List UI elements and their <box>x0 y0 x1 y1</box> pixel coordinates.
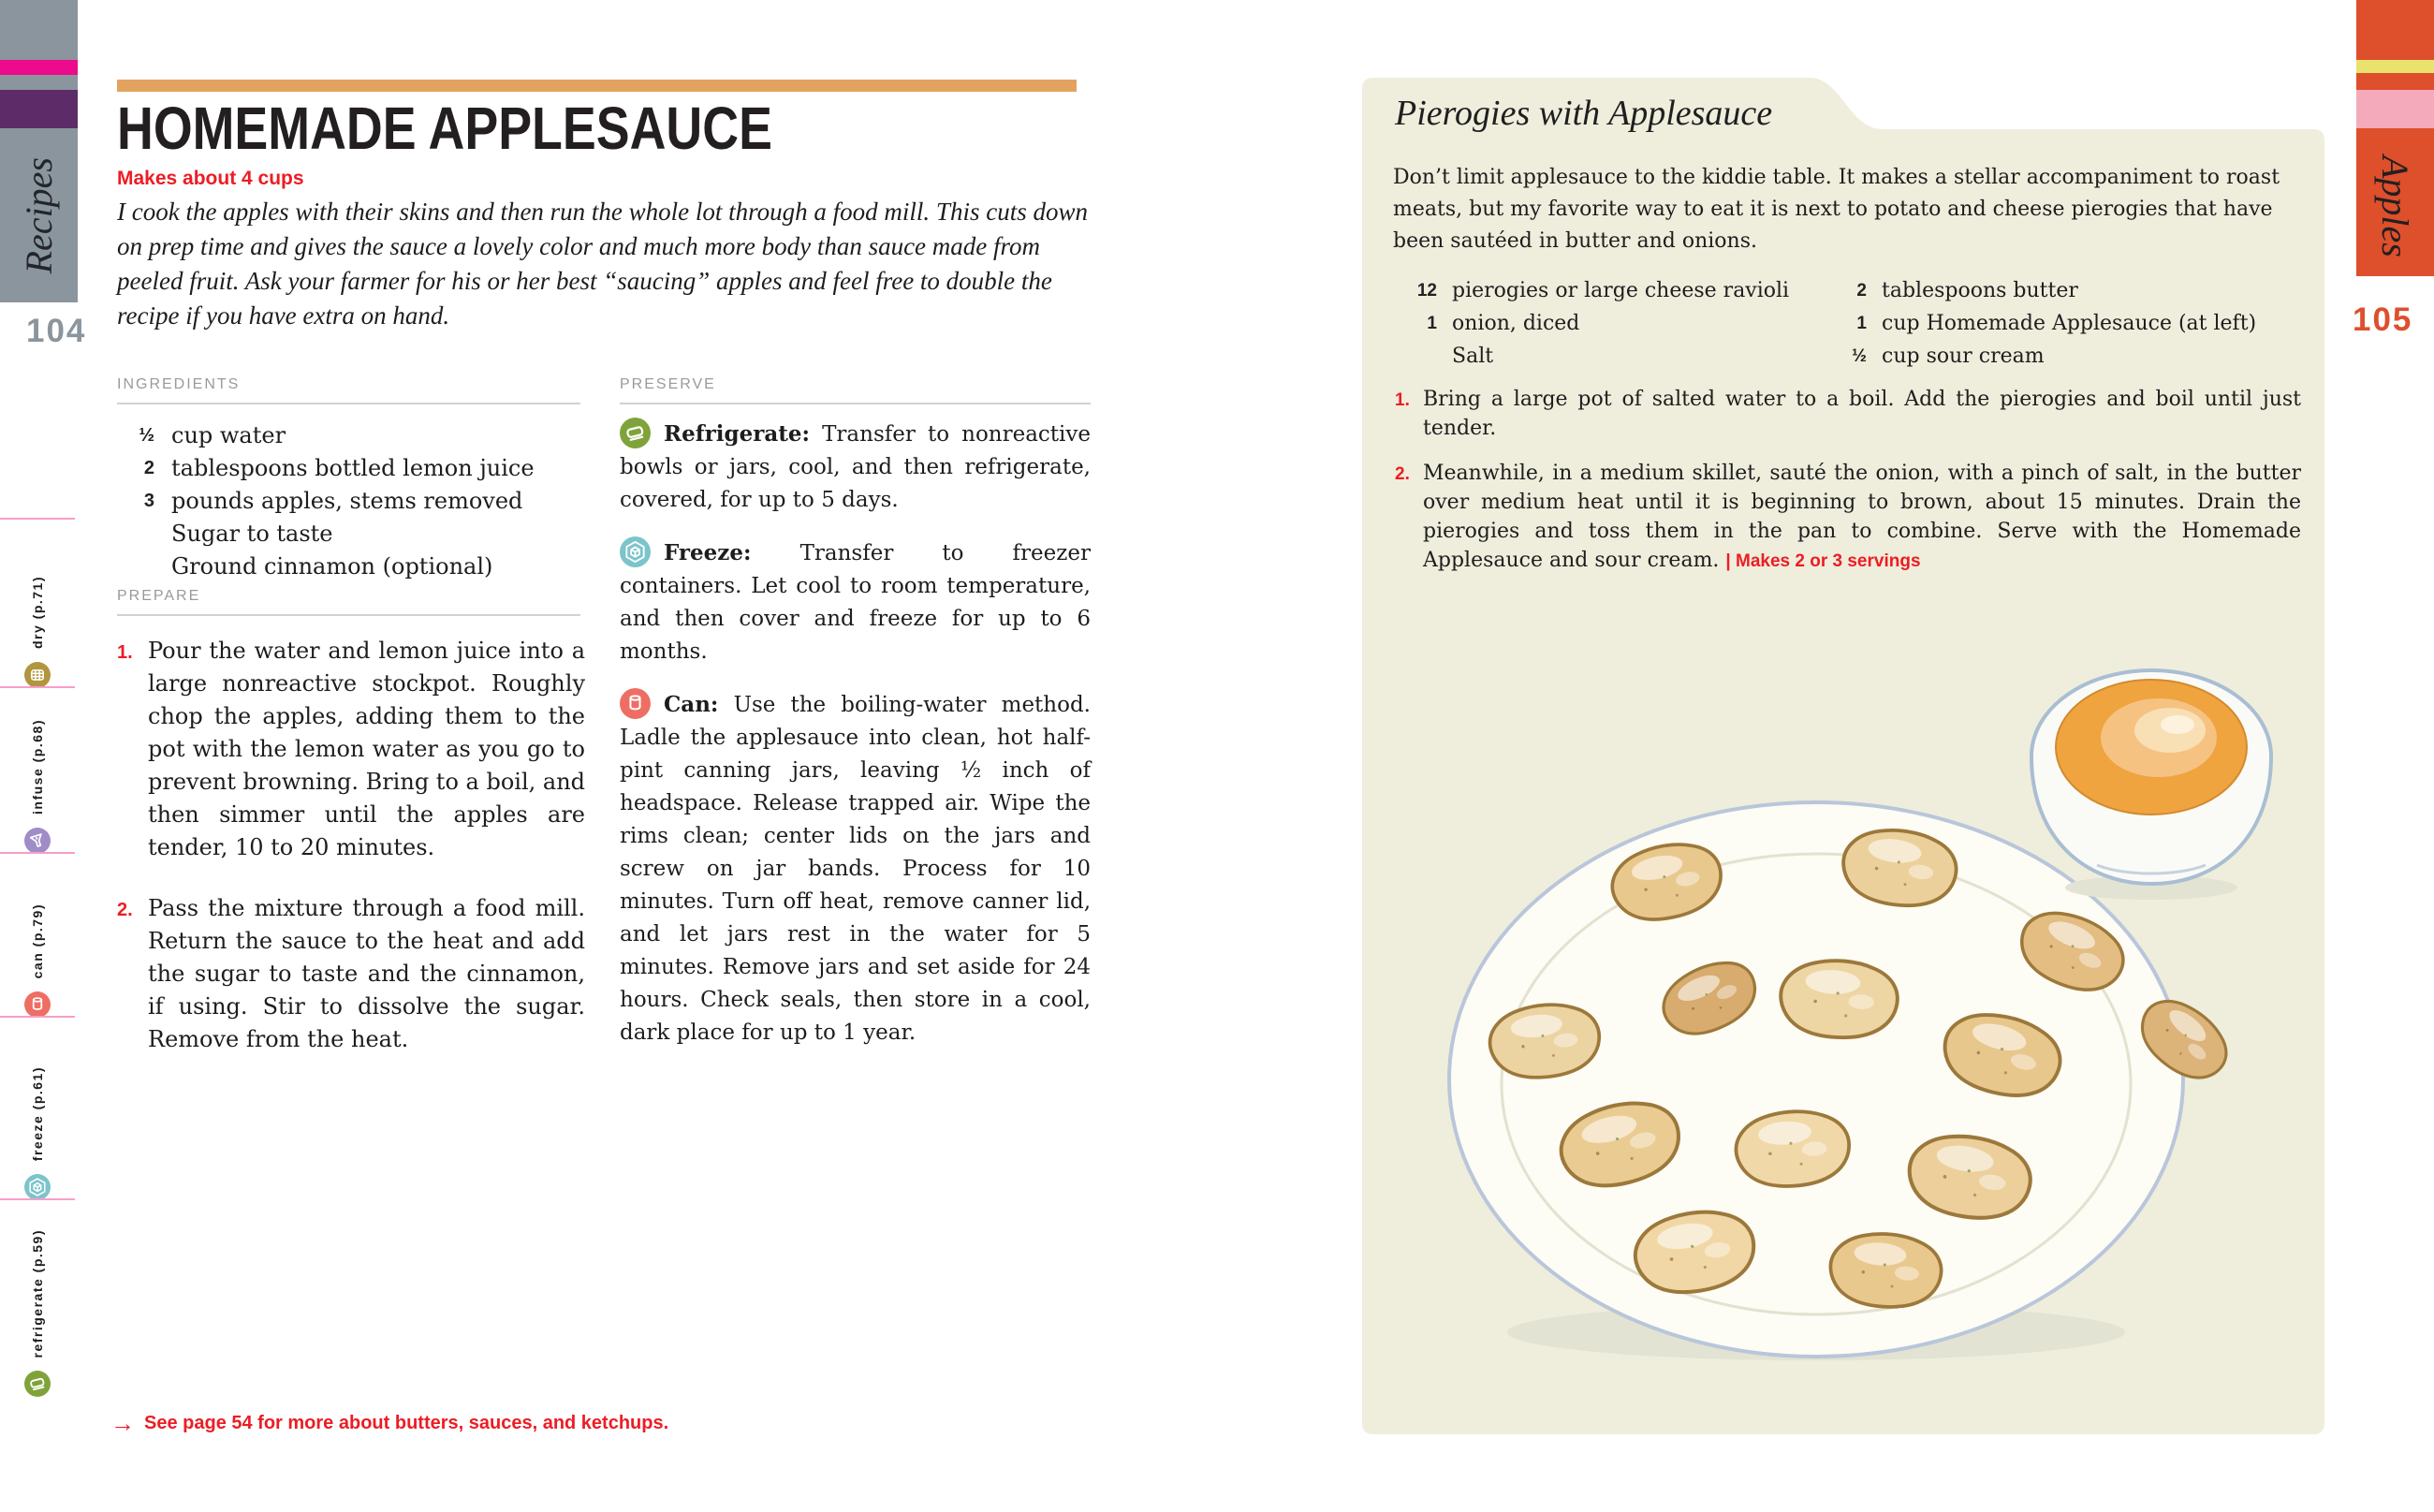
rail-tab-infuse <box>0 686 75 873</box>
step-number: 2. <box>117 900 133 920</box>
ingredient-row <box>1835 274 2256 307</box>
method-label: Can: <box>664 692 719 717</box>
preserve-methods <box>620 418 1091 1069</box>
ingredient-qty: ½ <box>139 425 154 446</box>
ingredient-item: cup water <box>171 422 286 448</box>
preserve-heading: PRESERVE <box>620 376 716 392</box>
ingredients-list <box>117 419 580 583</box>
rail-tab-freeze <box>0 1016 75 1221</box>
ingredient-row <box>1401 307 1789 340</box>
servings-note: | Makes 2 or 3 servings <box>1725 551 1921 571</box>
yellow-stripe <box>2356 60 2434 73</box>
preserve-freeze <box>620 536 1091 668</box>
step-text: Pass the mixture through a food mill. Return the sauce to the heat and add the sugar to taste and the cinnamon, if using. Stir to dissolve the sugar. Remove from the heat. <box>148 895 585 1052</box>
ingredient-item: cup sour cream <box>1882 345 2045 368</box>
magenta-stripe <box>0 60 78 75</box>
preserve-refrigerate <box>620 418 1091 517</box>
refrigerate-icon <box>620 418 651 448</box>
ingredient-row <box>117 550 580 583</box>
rail-tab-label: refrigerate (p.59) <box>30 1228 45 1358</box>
rail-tab-can <box>0 852 75 1035</box>
ingredient-item: onion, diced <box>1452 312 1580 335</box>
side-ingredients-col1 <box>1401 274 1789 373</box>
ingredient-row <box>117 518 580 550</box>
ingredient-row <box>1401 340 1789 373</box>
section-label-recipes: Recipes <box>18 156 60 274</box>
ingredient-qty: 2 <box>1856 281 1867 301</box>
step-text: Bring a large pot of salted water to a boil. Add the pierogies and boil until just tender. <box>1423 388 2301 440</box>
ingredient-qty: 1 <box>1427 314 1437 333</box>
left-section-tab <box>0 0 78 302</box>
rail-tab-label: infuse (p.68) <box>30 719 45 815</box>
divider <box>620 403 1091 404</box>
ingredient-qty: 3 <box>143 491 154 511</box>
freeze-icon <box>620 536 651 567</box>
side-recipe-steps <box>1395 385 2301 576</box>
step-text: Meanwhile, in a medium skillet, sauté the onion, with a pinch of salt, in the butter over medium heat until it is beginning to brown, about 15 minutes. Drain the pierogies and toss them in the pan to combine. Serve with the Homemade Applesauce and sour cream. <box>1423 462 2301 572</box>
ingredient-qty: ½ <box>1852 346 1867 366</box>
prepare-steps <box>117 635 585 1056</box>
ingredient-qty: 12 <box>1416 281 1437 301</box>
step-number: 2. <box>1395 464 1410 484</box>
freeze-icon <box>24 1174 51 1200</box>
method-text: Transfer to freezer containers. Let cool to room temperature, and then cover and freeze for up to 6 months. <box>620 541 1092 664</box>
section-label-apples: Apples <box>2374 154 2416 257</box>
ingredient-row <box>117 419 580 452</box>
rail-tab-label: can (p.79) <box>30 903 45 978</box>
applesauce-bowl <box>2031 670 2271 900</box>
ingredient-item: Sugar to taste <box>171 521 333 547</box>
ingredient-item: cup Homemade Applesauce (at left) <box>1882 312 2257 335</box>
ingredient-item: Salt <box>1452 345 1494 368</box>
ingredient-qty: 1 <box>1856 314 1867 333</box>
can-icon <box>620 688 651 719</box>
cross-reference-text: See page 54 for more about butters, sauces, and ketchups. <box>144 1413 669 1433</box>
arrow-icon: → <box>110 1409 135 1437</box>
divider <box>117 614 580 616</box>
ingredient-item: Ground cinnamon (optional) <box>171 553 493 580</box>
prepare-step <box>117 892 585 1056</box>
ingredient-row <box>1835 307 2256 340</box>
can-icon <box>24 991 51 1018</box>
side-recipe-box <box>1362 78 2324 1434</box>
ingredient-item: tablespoons bottled lemon juice <box>171 455 535 481</box>
infuse-icon <box>24 828 51 854</box>
method-text: Use the boiling-water method. Ladle the applesauce into clean, hot half-pint canning jars, leaving ½ inch of headspace. Release trapped air. Wipe the rims clean; center lids on the jars and screw on jar bands. Process for 10 minutes. Turn off heat, remove canner lid, and let jars rest in the water for 5 minutes. Remove jars and set aside for 24 hours. Check seals, then store in a cool, dark place for up to 1 year. <box>620 693 1091 1045</box>
page-number-right: 105 <box>2353 301 2413 338</box>
pink-stripe <box>2356 90 2434 128</box>
method-text: Transfer to nonreactive bowls or jars, cool, and then refrigerate, covered, for up to 5 days. <box>620 422 1092 512</box>
ingredient-item: pounds apples, stems removed <box>171 488 523 514</box>
purple-stripe <box>0 90 78 128</box>
ingredient-item: pierogies or large cheese ravioli <box>1452 279 1790 302</box>
ingredient-qty <box>117 518 154 550</box>
recipe-intro: I cook the apples with their skins and then run the whole lot through a food mill. This cuts down on prep time and gives the sauce a lovely color and much more body than sauce made from peeled fruit. Ask your farmer for his or her best “saucing” apples and feel free to double the recipe if you have extra on hand. <box>117 198 1088 330</box>
rail-tab-label: dry (p.71) <box>30 575 45 649</box>
ingredient-row <box>117 485 580 518</box>
step-number: 1. <box>1395 390 1410 410</box>
right-section-tab <box>2356 0 2434 276</box>
divider <box>117 403 580 404</box>
rail-tab-refrigerate <box>0 1198 75 1404</box>
rail-tab-dry <box>0 518 75 711</box>
step-number: 1. <box>117 642 133 663</box>
ingredient-row <box>1401 274 1789 307</box>
rail-tab-label: freeze (p.61) <box>30 1065 45 1161</box>
ingredient-qty <box>117 550 154 583</box>
pierogies-illustration <box>1395 602 2294 1407</box>
side-step <box>1395 459 2301 576</box>
step-text: Pour the water and lemon juice into a large nonreactive stockpot. Roughly chop the apples, adding them to the pot with the lemon water as you go to prevent browning. Bring to a boil, and then simmer until the apples are tender, 10 to 20 minutes. <box>148 638 586 860</box>
title-accent-bar <box>117 80 1077 92</box>
recipe-yield: Makes about 4 cups <box>117 168 304 189</box>
preserve-can <box>620 688 1091 1050</box>
side-step <box>1395 385 2301 443</box>
ingredient-qty <box>1401 340 1437 373</box>
ingredient-row <box>1835 340 2256 373</box>
ingredient-row <box>117 452 580 485</box>
side-recipe-title: Pierogies with Applesauce <box>1395 94 1773 133</box>
prepare-step <box>117 635 585 864</box>
side-ingredients-col2 <box>1835 274 2256 373</box>
recipe-title: HOMEMADE APPLESAUCE <box>117 95 772 162</box>
side-recipe-intro: Don’t limit applesauce to the kiddie table. It makes a stellar accompaniment to roast meats, but my favorite way to eat it is next to potato and cheese pierogies that have been sautéed in butter and onions. <box>1393 166 2280 253</box>
prepare-heading: PREPARE <box>117 588 201 604</box>
page-number-left: 104 <box>26 313 87 349</box>
cross-reference-note <box>110 1409 668 1438</box>
method-label: Refrigerate: <box>664 421 810 447</box>
refrigerate-icon <box>24 1371 51 1397</box>
dry-icon <box>24 662 51 688</box>
ingredient-qty: 2 <box>143 458 154 478</box>
ingredients-heading: INGREDIENTS <box>117 376 241 392</box>
ingredient-item: tablespoons butter <box>1882 279 2078 302</box>
method-label: Freeze: <box>664 540 752 565</box>
